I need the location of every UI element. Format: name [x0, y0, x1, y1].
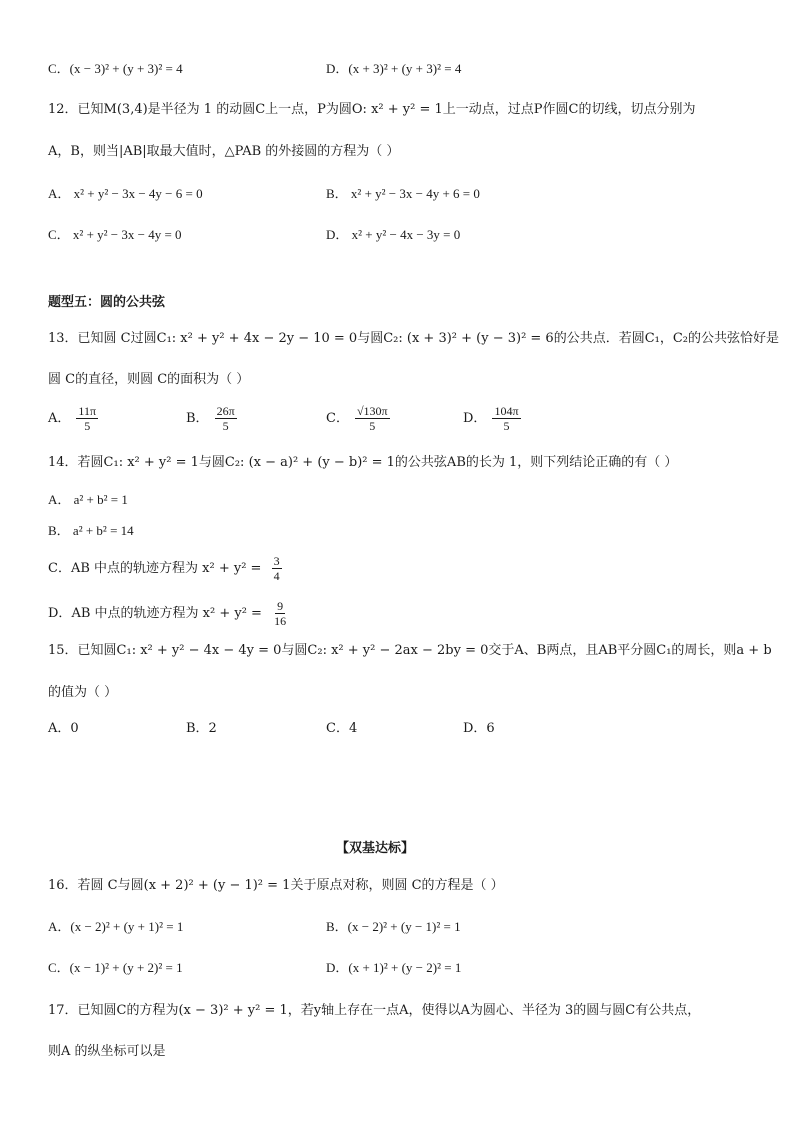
q13-option-c-fraction: $\frac{√130\pi}{5}$ — [356, 404, 388, 433]
q12-option-d: D． x² + y² − 4x − 3y = 0 — [326, 227, 461, 242]
q12-option-c: C． x² + y² − 3x − 4y = 0 — [48, 227, 182, 242]
q14-option-c: C．AB 中点的轨迹方程为 x² + y² = $\frac{3}{4}$ — [48, 554, 280, 583]
q16-option-d: D．(x + 1)² + (y − 2)² = 1 — [326, 960, 462, 975]
q15-option-b: B．2 — [186, 721, 217, 736]
q11-option-d: D．(x + 3)² + (y + 3)² = 4 — [326, 61, 462, 76]
q14-option-d: D．AB 中点的轨迹方程为 x² + y² = $\frac{9}{16}$ — [48, 599, 287, 628]
q13-option-b — [186, 404, 237, 433]
q13-option-c — [326, 404, 390, 433]
q15-stem-line1: 15．已知圆C₁: x² + y² − 4x − 4y = 0与圆C₂: x² + y² − 2ax − 2by = 0交于A、B两点，且AB平分圆C₁的周长，则a + b — [48, 643, 772, 658]
q16-option-a: A．(x − 2)² + (y + 1)² = 1 — [48, 919, 184, 934]
q13-option-d — [463, 404, 521, 433]
q13-option-c-label: C． — [326, 411, 349, 426]
section-heading-double-basics: 【双基达标】 — [336, 841, 415, 856]
q12-stem-line2: A，B，则当|AB|取最大值时，△PAB 的外接圆的方程为（ ） — [48, 144, 400, 159]
q13-option-d-fraction: $\frac{104\pi}{5}$ — [494, 404, 519, 433]
q12-option-a: A． x² + y² − 3x − 4y − 6 = 0 — [48, 186, 203, 201]
section-heading-common-chord: 题型五：圆的公共弦 — [48, 295, 166, 310]
q14-option-b: B． a² + b² = 14 — [48, 523, 134, 538]
q12-option-b: B． x² + y² − 3x − 4y + 6 = 0 — [326, 186, 480, 201]
q14-stem: 14．若圆C₁: x² + y² = 1与圆C₂: (x − a)² + (y − b)² = 1的公共弦AB的长为 1，则下列结论正确的有（ ） — [48, 455, 678, 470]
q14-option-d-fraction: $\frac{9}{16}$ — [274, 599, 287, 628]
q15-option-c: C．4 — [326, 721, 358, 736]
q11-option-c: C．(x − 3)² + (y + 3)² = 4 — [48, 61, 183, 76]
q14-option-c-fraction: $\frac{3}{4}$ — [273, 554, 280, 583]
q13-stem-line1: 13．已知圆 C过圆C₁: x² + y² + 4x − 2y − 10 = 0与圆C₂: (x + 3)² + (y − 3)² = 6的公共点．若圆C₁，C₂的公共弦恰好是 — [48, 331, 780, 346]
q17-stem-line1: 17．已知圆C的方程为(x − 3)² + y² = 1，若y轴上存在一点A，使得以A为圆心、半径为 3的圆与圆C有公共点， — [48, 1003, 701, 1018]
q12-stem-line1: 12．已知M(3,4)是半径为 1 的动圆C上一点，P为圆O: x² + y² = 1上一动点，过点P作圆C的切线，切点分别为 — [48, 102, 696, 117]
q17-stem-line2: 则A 的纵坐标可以是 — [48, 1044, 166, 1059]
q13-option-d-label: D． — [463, 411, 487, 426]
q13-option-a-label: A． — [48, 411, 71, 426]
q15-stem-line2: 的值为（ ） — [48, 685, 118, 700]
q13-option-b-fraction: $\frac{26\pi}{5}$ — [216, 404, 235, 433]
q15-option-a: A．0 — [48, 721, 79, 736]
q13-option-a-fraction: $\frac{11\pi}{5}$ — [78, 404, 97, 433]
q16-stem: 16．若圆 C与圆(x + 2)² + (y − 1)² = 1关于原点对称，则圆 C的方程是（ ） — [48, 878, 504, 893]
q13-option-a — [48, 404, 98, 433]
q13-option-b-label: B． — [186, 411, 209, 426]
q14-option-a: A． a² + b² = 1 — [48, 492, 128, 507]
q16-option-b: B．(x − 2)² + (y − 1)² = 1 — [326, 919, 461, 934]
q13-stem-line2: 圆 C的直径，则圆 C的面积为（ ） — [48, 372, 250, 387]
q15-option-d: D．6 — [463, 721, 495, 736]
q16-option-c: C．(x − 1)² + (y + 2)² = 1 — [48, 960, 183, 975]
